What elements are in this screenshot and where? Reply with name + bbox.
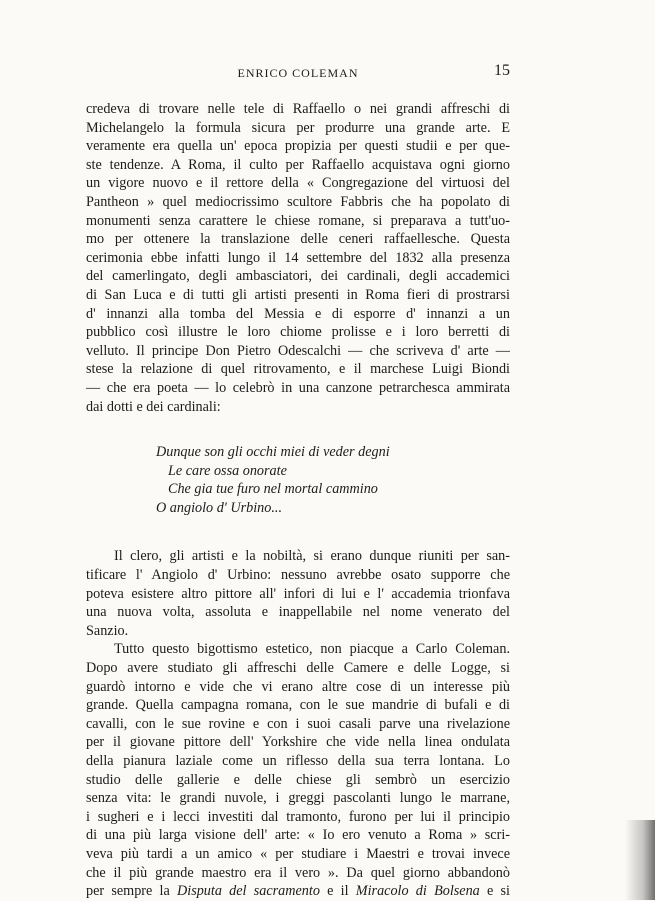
text-line: Tutto questo bigottismo estetico, non piacque a Carlo Coleman. bbox=[114, 641, 510, 658]
page-header bbox=[86, 62, 510, 84]
text-line: cavalli, con le sue rovine e con i suoi casali parve una rivelazione bbox=[86, 715, 510, 732]
artwork-title: Disputa del sacramento bbox=[177, 883, 320, 900]
text-line: Dopo avere studiato gli affreschi delle Camere e delle Logge, si bbox=[86, 660, 510, 677]
text-line: cerimonia ebbe infatti lungo il 14 settembre del 1832 alla presenza bbox=[86, 249, 510, 266]
text-line: guardò intorno e vide che vi erano altre cose di un interesse più bbox=[86, 678, 510, 695]
text-line: monumenti senza carattere le chiese romane, si preparava a tutt'uo- bbox=[86, 212, 510, 229]
text-line: senza vita: le grandi nuvole, i greggi pascolanti lungo le marrane, bbox=[86, 790, 510, 807]
text-line: Il clero, gli artisti e la nobiltà, si erano dunque riuniti per san- bbox=[114, 548, 510, 565]
verse-line: Che gia tue furo nel mortal cammino bbox=[168, 481, 378, 498]
text-line: i sugheri e i lecci investiti dal tramonto, furono per lui il principio bbox=[86, 808, 510, 825]
page-number: 15 bbox=[494, 62, 510, 79]
text-line: Pantheon » quel mediocrissimo scultore Fabbris che ha popolato di bbox=[86, 193, 510, 210]
body-text bbox=[86, 100, 510, 901]
paragraph-2 bbox=[86, 547, 510, 640]
paragraph-3 bbox=[86, 640, 510, 900]
text-line: ste tendenze. A Roma, il culto per Raffaello acquistava ogni giorno bbox=[86, 156, 510, 173]
text-run: e si bbox=[479, 883, 510, 900]
text-line: per il giovane pittore dell' Yorkshire che vide nella linea ondulata bbox=[86, 734, 510, 751]
text-line: pubblico così illustre le loro chiome prolisse e i loro berretti di bbox=[86, 324, 510, 341]
text-line: d' innanzi alla tomba del Messia e di esporre d' innanzi a un bbox=[86, 305, 510, 322]
text-line: — che era poeta — lo celebrò in una canzone petrarchesca ammirata bbox=[86, 379, 510, 396]
paragraph-1 bbox=[86, 100, 510, 416]
text-line: velluto. Il principe Don Pietro Odescalchi — che scriveva d' arte — bbox=[86, 342, 510, 359]
verse-line: Dunque son gli occhi miei di veder degni bbox=[156, 444, 390, 461]
text-line: stese la relazione di quel ritrovamento, e il marchese Luigi Biondi bbox=[86, 361, 510, 378]
text-line: tificare l' Angiolo d' Urbino: nessuno avrebbe osato supporre che bbox=[86, 567, 510, 584]
text-line: mo per ottenere la translazione delle ceneri raffaellesche. Questa bbox=[86, 231, 510, 248]
text-line: dai dotti e dei cardinali: bbox=[86, 398, 221, 415]
artwork-title: Miracolo di Bolsena bbox=[355, 883, 480, 900]
text-run: e il bbox=[319, 883, 356, 900]
text-line: un vigore nuovo e il rettore della « Congregazione del virtuosi del bbox=[86, 175, 510, 192]
page-edge-shadow bbox=[625, 820, 655, 900]
text-line: una nuova volta, assoluta e inappellabile nel nome venerato del bbox=[86, 604, 510, 621]
text-line: credeva di trovare nelle tele di Raffaello o nei grandi affreschi di bbox=[86, 101, 510, 117]
text-line: studio delle gallerie e delle chiese gli sembrò un esercizio bbox=[86, 771, 510, 788]
text-line: grande. Quella campagna romana, con le sue mandrie di bufali e di bbox=[86, 697, 510, 714]
text-line: della pianura laziale come un riflesso della sua terra lontana. Lo bbox=[86, 753, 510, 769]
running-title: ENRICO COLEMAN bbox=[237, 66, 359, 80]
text-line: che il più grande maestro era il vero ». Da quel giorno abbandonò bbox=[86, 864, 510, 881]
text-run: per sempre la bbox=[86, 883, 177, 900]
text-line: poteva esistere altro pittore all' infori di lui e l' accademia trionfava bbox=[86, 585, 510, 602]
text-line-final bbox=[86, 882, 510, 901]
text-line: di San Luca e di tutti gli artisti presenti in Roma fieri di prostrarsi bbox=[86, 286, 510, 303]
text-line: del camerlingato, degli ambasciatori, dei cardinali, degli accademici bbox=[86, 268, 510, 285]
text-line: Sanzio. bbox=[86, 622, 129, 639]
text-line: di una più larga visione dell' arte: « Io ero venuto a Roma » scri- bbox=[86, 827, 510, 844]
verse-line: O angiolo d' Urbino... bbox=[156, 499, 282, 516]
text-line: veva più tardi a un amico « per studiare i Maestri e trovai invece bbox=[86, 845, 510, 862]
text-line: veramente era quella un' epoca propizia per questi studii e per que- bbox=[86, 138, 510, 155]
verse-quotation bbox=[86, 443, 510, 517]
verse-line: Le care ossa onorate bbox=[168, 462, 287, 479]
text-line: Michelangelo la formula sicura per produrre una grande arte. E bbox=[86, 119, 510, 136]
